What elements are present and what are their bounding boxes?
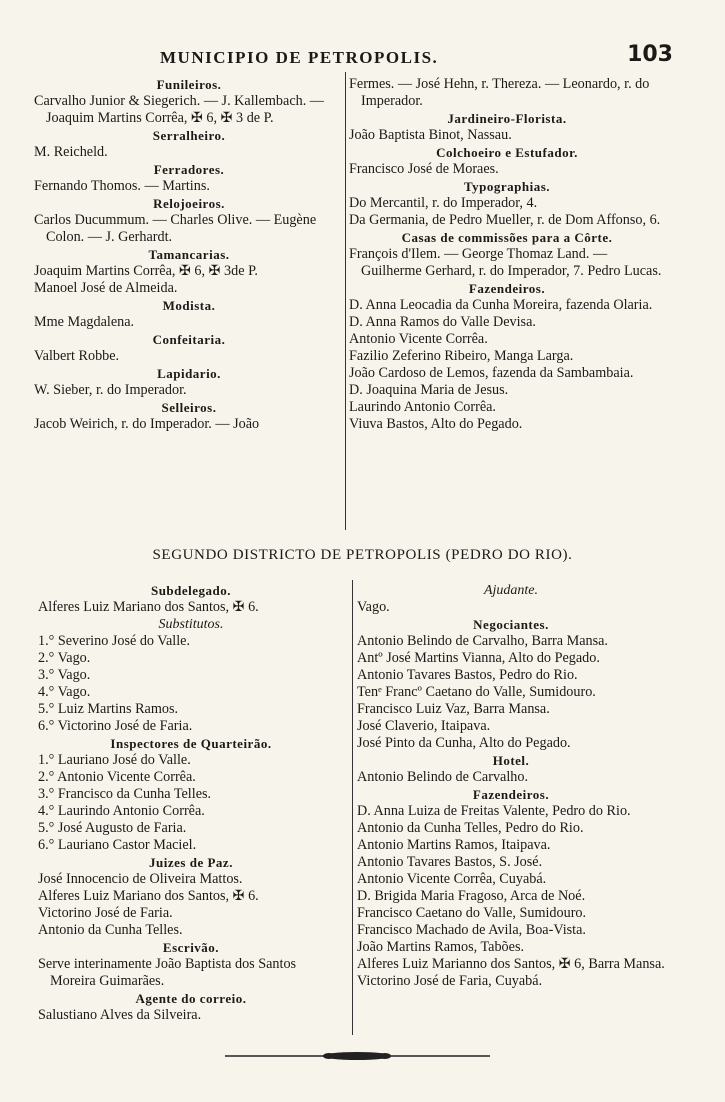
entry-text: W. Sieber, r. do Imperador. (34, 382, 187, 398)
entry-text: Antonio Belindo de Carvalho, Barra Mansa. (357, 633, 608, 649)
entry-text: Laurindo Antonio Corrêa. (349, 399, 496, 415)
column-right-bottom (357, 582, 665, 990)
column-left-top (34, 76, 344, 433)
entry-text: Antº José Martins Vianna, Alto do Pegado. (357, 650, 600, 666)
entry-text: José Pinto da Cunha, Alto do Pegado. (357, 735, 571, 751)
entry-text: Carlos Ducummum. — Charles Olive. — Eugène Colon. — J. Gerhardt. (34, 212, 317, 245)
running-header: MUNICIPIO DE PETROPOLIS. (160, 48, 439, 67)
entry-text: Victorino José de Faria, Cuyabá. (357, 973, 543, 989)
entry-text: Fermes. — José Hehn, r. Thereza. — Leonardo, r. do Imperador. (349, 76, 650, 109)
entry-text: 2.° Vago. (38, 650, 91, 666)
entry-text: Jacob Weirich, r. do Imperador. — João (34, 416, 260, 432)
entry-text: Tenᵉ Francº Caetano do Valle, Sumidouro. (357, 684, 596, 700)
entry-text: 4.° Vago. (38, 684, 91, 700)
entry-text: José Claverio, Itaipava. (357, 718, 491, 734)
category-heading: Tamancarias. (148, 247, 230, 262)
entry-text: 6.° Lauriano Castor Maciel. (38, 837, 197, 853)
category-heading: Fazendeiros. (468, 281, 546, 296)
entry-text: Antonio Belindo de Carvalho. (357, 769, 529, 785)
category-heading: Jardineiro-Florista. (447, 111, 567, 126)
section-heading: SEGUNDO DISTRICTO DE PETROPOLIS (PEDRO DO RIO). (152, 547, 573, 563)
entry-text: D. Brigida Maria Fragoso, Arca de Noé. (357, 888, 586, 904)
entry-text: Alferes Luiz Marianno dos Santos, ✠ 6, Barra Mansa. (357, 956, 665, 972)
category-heading: Casas de commissões para a Côrte. (401, 230, 613, 245)
category-heading: Ajudante. (483, 583, 539, 598)
entry-text: João Cardoso de Lemos, fazenda da Sambambaia. (349, 365, 634, 381)
entry-text: Joaquim Martins Corrêa, ✠ 6, ✠ 3de P. (34, 263, 258, 279)
category-heading: Juizes de Paz. (149, 855, 233, 870)
entry-text: D. Joaquina Maria de Jesus. (349, 382, 509, 398)
category-heading: Colchoeiro e Estufador. (436, 145, 578, 160)
entry-text: Alferes Luiz Mariano dos Santos, ✠ 6. (38, 888, 259, 904)
category-heading: Relojoeiros. (153, 196, 225, 211)
entry-text: Antonio Martins Ramos, Itaipava. (357, 837, 551, 853)
entry-text: Victorino José de Faria. (38, 905, 173, 921)
entry-text: M. Reicheld. (34, 144, 108, 160)
entry-text: 4.° Laurindo Antonio Corrêa. (38, 803, 205, 819)
entry-text: Francisco Luiz Vaz, Barra Mansa. (357, 701, 550, 717)
end-ornament (225, 1050, 490, 1062)
entry-text: Francisco Caetano do Valle, Sumidouro. (357, 905, 587, 921)
entry-text: Salustiano Alves da Silveira. (38, 1007, 202, 1023)
category-heading: Fazendeiros. (472, 787, 550, 802)
category-heading: Inspectores de Quarteirão. (110, 736, 272, 751)
entry-text: Fernando Thomos. — Martins. (34, 178, 210, 194)
column-divider-top (345, 72, 346, 530)
category-heading: Substitutos. (158, 617, 224, 632)
entry-text: Antonio Vicente Corrêa, Cuyabá. (357, 871, 547, 887)
entry-text: 1.° Severino José do Valle. (38, 633, 190, 649)
entry-text: Antonio da Cunha Telles. (38, 922, 183, 938)
category-heading: Modista. (162, 298, 216, 313)
entry-text: Francisco José de Moraes. (349, 161, 499, 177)
category-heading: Serralheiro. (152, 128, 226, 143)
entry-text: François d'Ilem. — George Thomaz Land. — Guilherme Gerhard, r. do Imperador, 7. Pedro Lucas. (349, 246, 662, 279)
entry-text: 2.° Antonio Vicente Corrêa. (38, 769, 196, 785)
entry-text: 1.° Lauriano José do Valle. (38, 752, 191, 768)
entry-text: Antonio Tavares Bastos, S. José. (357, 854, 543, 870)
column-right-top (349, 76, 665, 433)
entry-text: Antonio da Cunha Telles, Pedro do Rio. (357, 820, 584, 836)
entry-text: Carvalho Junior & Siegerich. — J. Kallembach. — Joaquim Martins Corrêa, ✠ 6, ✠ 3 de P. (34, 93, 324, 126)
category-heading: Agente do correio. (135, 991, 247, 1006)
category-heading: Hotel. (492, 753, 530, 768)
category-heading: Negociantes. (473, 617, 549, 632)
entry-text: 5.° José Augusto de Faria. (38, 820, 187, 836)
entry-text: D. Anna Leocadia da Cunha Moreira, fazenda Olaria. (349, 297, 653, 313)
entry-text: Valbert Robbe. (34, 348, 120, 364)
category-heading: Confeitaria. (152, 332, 226, 347)
column-divider-bottom (352, 580, 353, 1035)
entry-text: Antonio Vicente Corrêa. (349, 331, 488, 347)
entry-text: Serve interinamente João Baptista dos Santos Moreira Guimarães. (38, 956, 297, 989)
entry-text: 3.° Francisco da Cunha Telles. (38, 786, 212, 802)
category-heading: Lapidario. (157, 366, 221, 381)
entry-text: Fazilio Zeferino Ribeiro, Manga Larga. (349, 348, 574, 364)
entry-text: Viuva Bastos, Alto do Pegado. (349, 416, 523, 432)
page-number: 103 (627, 42, 673, 67)
category-heading: Subdelegado. (150, 583, 232, 598)
entry-text: João Baptista Binot, Nassau. (349, 127, 512, 143)
entry-text: 5.° Luiz Martins Ramos. (38, 701, 179, 717)
entry-text: José Innocencio de Oliveira Mattos. (38, 871, 243, 887)
entry-text: Do Mercantil, r. do Imperador, 4. (349, 195, 538, 211)
entry-text: Francisco Machado de Avila, Boa-Vista. (357, 922, 586, 938)
entry-text: Alferes Luiz Mariano dos Santos, ✠ 6. (38, 599, 259, 615)
entry-text: Manoel José de Almeida. (34, 280, 178, 296)
category-heading: Selleiros. (161, 400, 217, 415)
entry-text: João Martins Ramos, Tabões. (357, 939, 525, 955)
entry-text: Vago. (357, 599, 390, 615)
entry-text: 3.° Vago. (38, 667, 91, 683)
entry-text: Antonio Tavares Bastos, Pedro do Rio. (357, 667, 578, 683)
entry-text: 6.° Victorino José de Faria. (38, 718, 193, 734)
category-heading: Typographias. (463, 179, 551, 194)
entry-text: D. Anna Luiza de Freitas Valente, Pedro do Rio. (357, 803, 631, 819)
entry-text: Mme Magdalena. (34, 314, 135, 330)
column-left-bottom (38, 582, 344, 1024)
category-heading: Ferradores. (153, 162, 225, 177)
category-heading: Escrivão. (162, 940, 220, 955)
entry-text: D. Anna Ramos do Valle Devisa. (349, 314, 536, 330)
entry-text: Da Germania, de Pedro Mueller, r. de Dom Affonso, 6. (349, 212, 661, 228)
category-heading: Funileiros. (156, 77, 222, 92)
